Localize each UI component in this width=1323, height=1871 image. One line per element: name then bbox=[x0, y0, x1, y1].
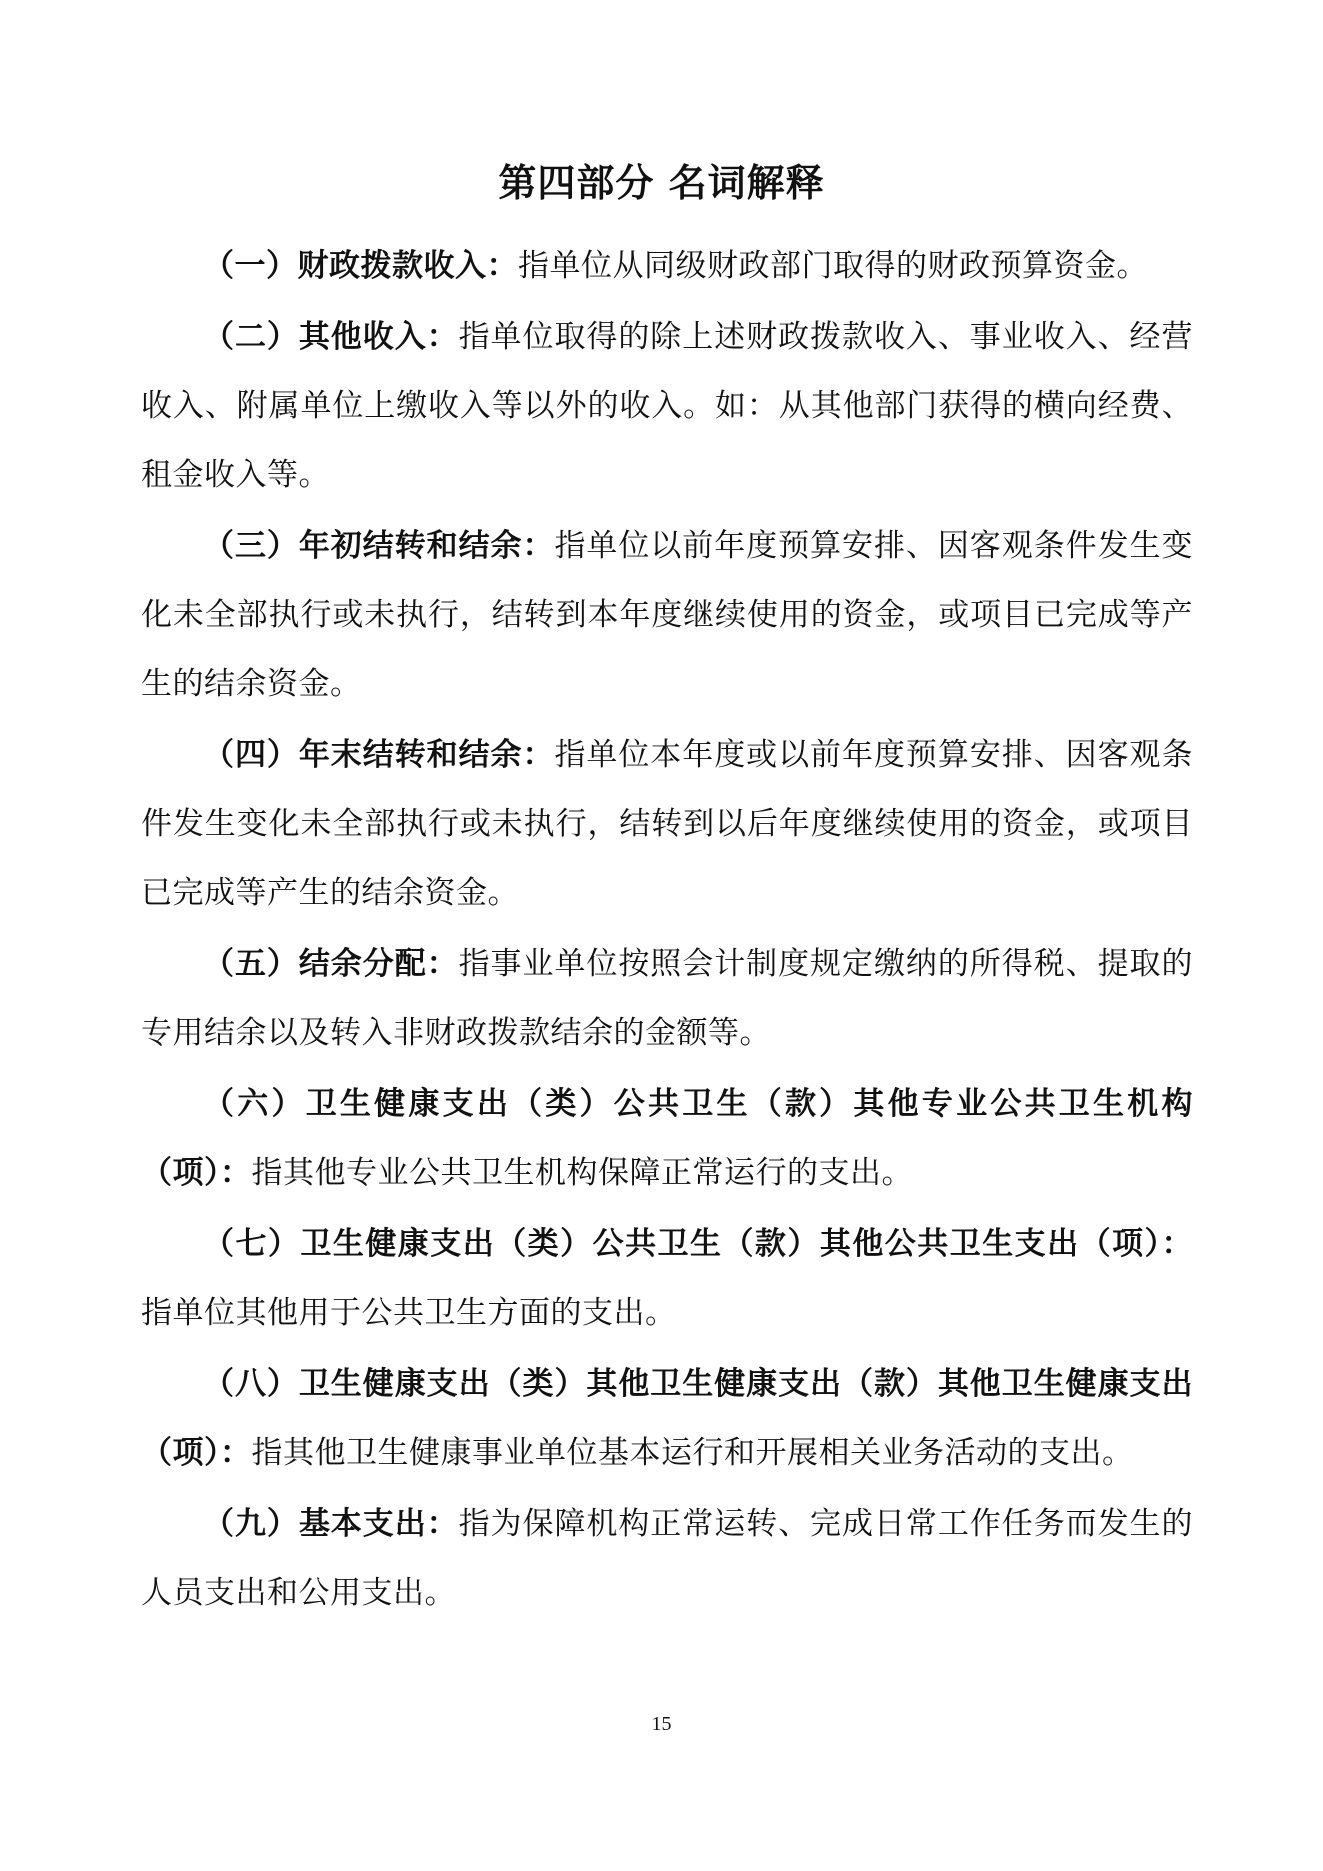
definition-text: 指单位取得的除上述财政拨款收入、事业收入、经营收入、附属单位上缴收入等以外的收入。如：从其他部门获得的横向经费、租金收入等。 bbox=[141, 319, 1194, 493]
definition-text: 指单位本年度或以前年度预算安排、因客观条件发生变化未全部执行或未执行，结转到以后年度继续使用的资金，或项目已完成等产生的结余资金。 bbox=[141, 737, 1194, 911]
definition-item bbox=[141, 1490, 1193, 1628]
definition-item bbox=[141, 930, 1193, 1068]
definition-text: 指其他专业公共卫生机构保障正常运行的支出。 bbox=[251, 1155, 913, 1191]
definition-term: （五）结余分配： bbox=[203, 946, 459, 982]
definition-text: 指为保障机构正常运转、完成日常工作任务而发生的人员支出和公用支出。 bbox=[141, 1506, 1194, 1611]
definition-term: （九）基本支出： bbox=[203, 1506, 459, 1542]
definition-term: （六）卫生健康支出（类）公共卫生（款）其他专业公共卫生机构（项）： bbox=[141, 1086, 1193, 1191]
definition-term: （八）卫生健康支出（类）其他卫生健康支出（款）其他卫生健康支出（项）： bbox=[141, 1366, 1193, 1471]
definition-text: 指单位以前年度预算安排、因客观条件发生变化未全部执行或未执行，结转到本年度继续使用的资金，或项目已完成等产生的结余资金。 bbox=[141, 528, 1194, 702]
definitions-list bbox=[141, 232, 1193, 1628]
definition-item bbox=[141, 512, 1193, 719]
page-number: 15 bbox=[651, 1713, 672, 1735]
definition-term: （二）其他收入： bbox=[203, 319, 459, 355]
definition-text: 指事业单位按照会计制度规定缴纳的所得税、提取的专用结余以及转入非财政拨款结余的金额等。 bbox=[141, 946, 1194, 1051]
definition-item bbox=[141, 303, 1193, 510]
definition-term: （三）年初结转和结余： bbox=[203, 528, 555, 564]
definition-text: 指单位其他用于公共卫生方面的支出。 bbox=[141, 1295, 677, 1331]
definition-term: （一）财政拨款收入： bbox=[203, 248, 518, 284]
definition-text: 指单位从同级财政部门取得的财政预算资金。 bbox=[518, 248, 1148, 284]
definition-item bbox=[141, 1350, 1193, 1488]
page-title: 第四部分 名词解释 bbox=[498, 161, 825, 205]
definition-term: （四）年末结转和结余： bbox=[203, 737, 555, 773]
definition-item bbox=[141, 1070, 1193, 1208]
definition-term: （七）卫生健康支出（类）公共卫生（款）其他公共卫生支出（项）： bbox=[203, 1226, 1193, 1262]
definition-item bbox=[141, 721, 1193, 928]
definition-item bbox=[141, 232, 1193, 301]
definition-text: 指其他卫生健康事业单位基本运行和开展相关业务活动的支出。 bbox=[251, 1435, 1134, 1471]
definition-item bbox=[141, 1210, 1193, 1348]
